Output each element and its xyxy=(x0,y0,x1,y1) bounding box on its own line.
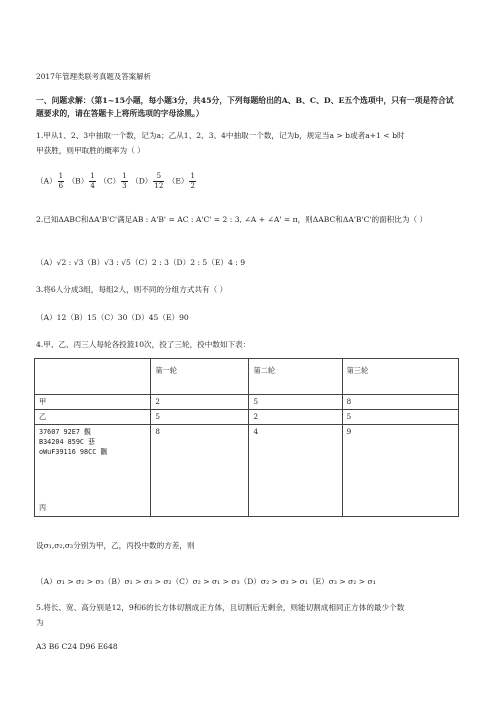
table-cell: 9 xyxy=(342,425,458,517)
table-cell: 5 xyxy=(249,395,342,410)
option-a-label: （A） xyxy=(36,176,57,186)
table-cell: 4 xyxy=(249,425,342,517)
table-header-cell: 第一轮 xyxy=(151,359,249,395)
table-row xyxy=(35,425,459,517)
table-header-cell xyxy=(35,359,151,395)
question-4-note: 设σ₁,σ₂,σ₃分别为甲，乙，丙投中数的方差，则 xyxy=(36,541,195,550)
question-3-text: 3.将6人分成3组，每组2人，则不同的分组方式共有（ ） xyxy=(36,285,228,294)
fraction-numerator: 1 xyxy=(90,172,95,180)
table-header-cell: 第二轮 xyxy=(249,359,342,395)
fraction-numerator: 1 xyxy=(122,172,127,180)
garbled-text-line: 37607 92E7 覲 xyxy=(39,428,91,436)
table-cell: 8 xyxy=(342,395,458,410)
question-2-options: （A）√2 : √3（B）√3 : √5（C）2 : 3（D）2 : 5（E）4 : 9 xyxy=(36,258,246,267)
question-1-options xyxy=(36,172,197,191)
option-e-label: （E） xyxy=(167,176,189,186)
question-5-line-1: 5.将长、宽、高分别是12，9和6的长方体切割成正方体，且切割后无剩余，则能切割成相同正方体的最少个数 xyxy=(36,603,405,612)
table-cell: 5 xyxy=(151,410,249,425)
fraction-denominator: 4 xyxy=(90,182,95,190)
question-1-line-2: 甲获胜，则甲取胜的概率为（ ） xyxy=(36,146,145,155)
question-4-options: （A）σ₁ > σ₂ > σ₃（B）σ₁ > σ₃ > σ₂（C）σ₂ > σ₁ > σ₃（D）σ₂ > σ₃ > σ₁（E）σ₃ > σ₂ > σ₁ xyxy=(36,577,376,586)
document-title: 2017年管理类联考真题及答案解析 xyxy=(36,72,151,81)
shots-table xyxy=(34,358,459,517)
garbled-text-line: oWuF39116 98CC 飌 xyxy=(39,448,108,456)
table-cell: 乙 xyxy=(35,410,151,425)
option-e-fraction xyxy=(189,172,195,191)
option-d-fraction xyxy=(153,172,164,191)
table-cell: 8 xyxy=(151,425,249,517)
question-4-text: 4.甲、乙、丙三人每轮各投篮10次，投了三轮，投中数如下表： xyxy=(36,340,251,349)
section-heading: 一、问题求解：（第1~15小题，每小题3分，共45分，下列每题给出的A、B、C、D、E五个选项中，只有一项是符合试题要求的，请在答题卡上将所选项的字母涂黑。） xyxy=(36,96,454,118)
table-row xyxy=(35,410,459,425)
fraction-denominator: 12 xyxy=(154,182,164,190)
option-a-fraction xyxy=(58,172,64,191)
table-header-row xyxy=(35,359,459,395)
table-cell xyxy=(35,425,151,517)
garbled-text-line: B3420​4 859C 蕜 xyxy=(39,438,95,446)
table-row xyxy=(35,395,459,410)
fraction-numerator: 1 xyxy=(190,172,195,180)
option-d-label: （D） xyxy=(131,176,153,186)
fraction-numerator: 5 xyxy=(153,172,164,182)
table-cell: 2 xyxy=(249,410,342,425)
table-header-cell: 第三轮 xyxy=(342,359,458,395)
question-5-options: A3 B6 C24 D96 E648 xyxy=(36,642,118,651)
fraction-denominator: 3 xyxy=(122,182,127,190)
table-cell: 5 xyxy=(342,410,458,425)
fraction-denominator: 2 xyxy=(190,182,195,190)
table-cell: 甲 xyxy=(35,395,151,410)
option-b-label: （B） xyxy=(67,176,89,186)
question-1-line-1: 1.甲从1、2、3中抽取一个数，记为a；乙从1、2、3、4中抽取一个数，记为b，规定当a > b或者a+1 < b时 xyxy=(36,131,405,140)
fraction-numerator: 1 xyxy=(58,172,64,180)
fraction-denominator: 6 xyxy=(58,182,64,190)
option-c-label: （C） xyxy=(99,176,121,186)
option-c-fraction xyxy=(121,172,127,191)
option-b-fraction xyxy=(89,172,95,191)
row-label: 丙 xyxy=(39,503,47,512)
question-3-options: （A）12（B）15（C）30（D）45（E）90 xyxy=(36,313,189,322)
question-5-line-2: 为 xyxy=(36,618,44,627)
table-cell: 2 xyxy=(151,395,249,410)
question-2-text: 2.已知ΔABC和ΔA'B'C'满足AB : A'B' = AC : A'C' = 2 : 3, ∠A + ∠A' = π，则ΔABC和ΔA'B'C'的面积比为（ ） xyxy=(36,215,428,224)
